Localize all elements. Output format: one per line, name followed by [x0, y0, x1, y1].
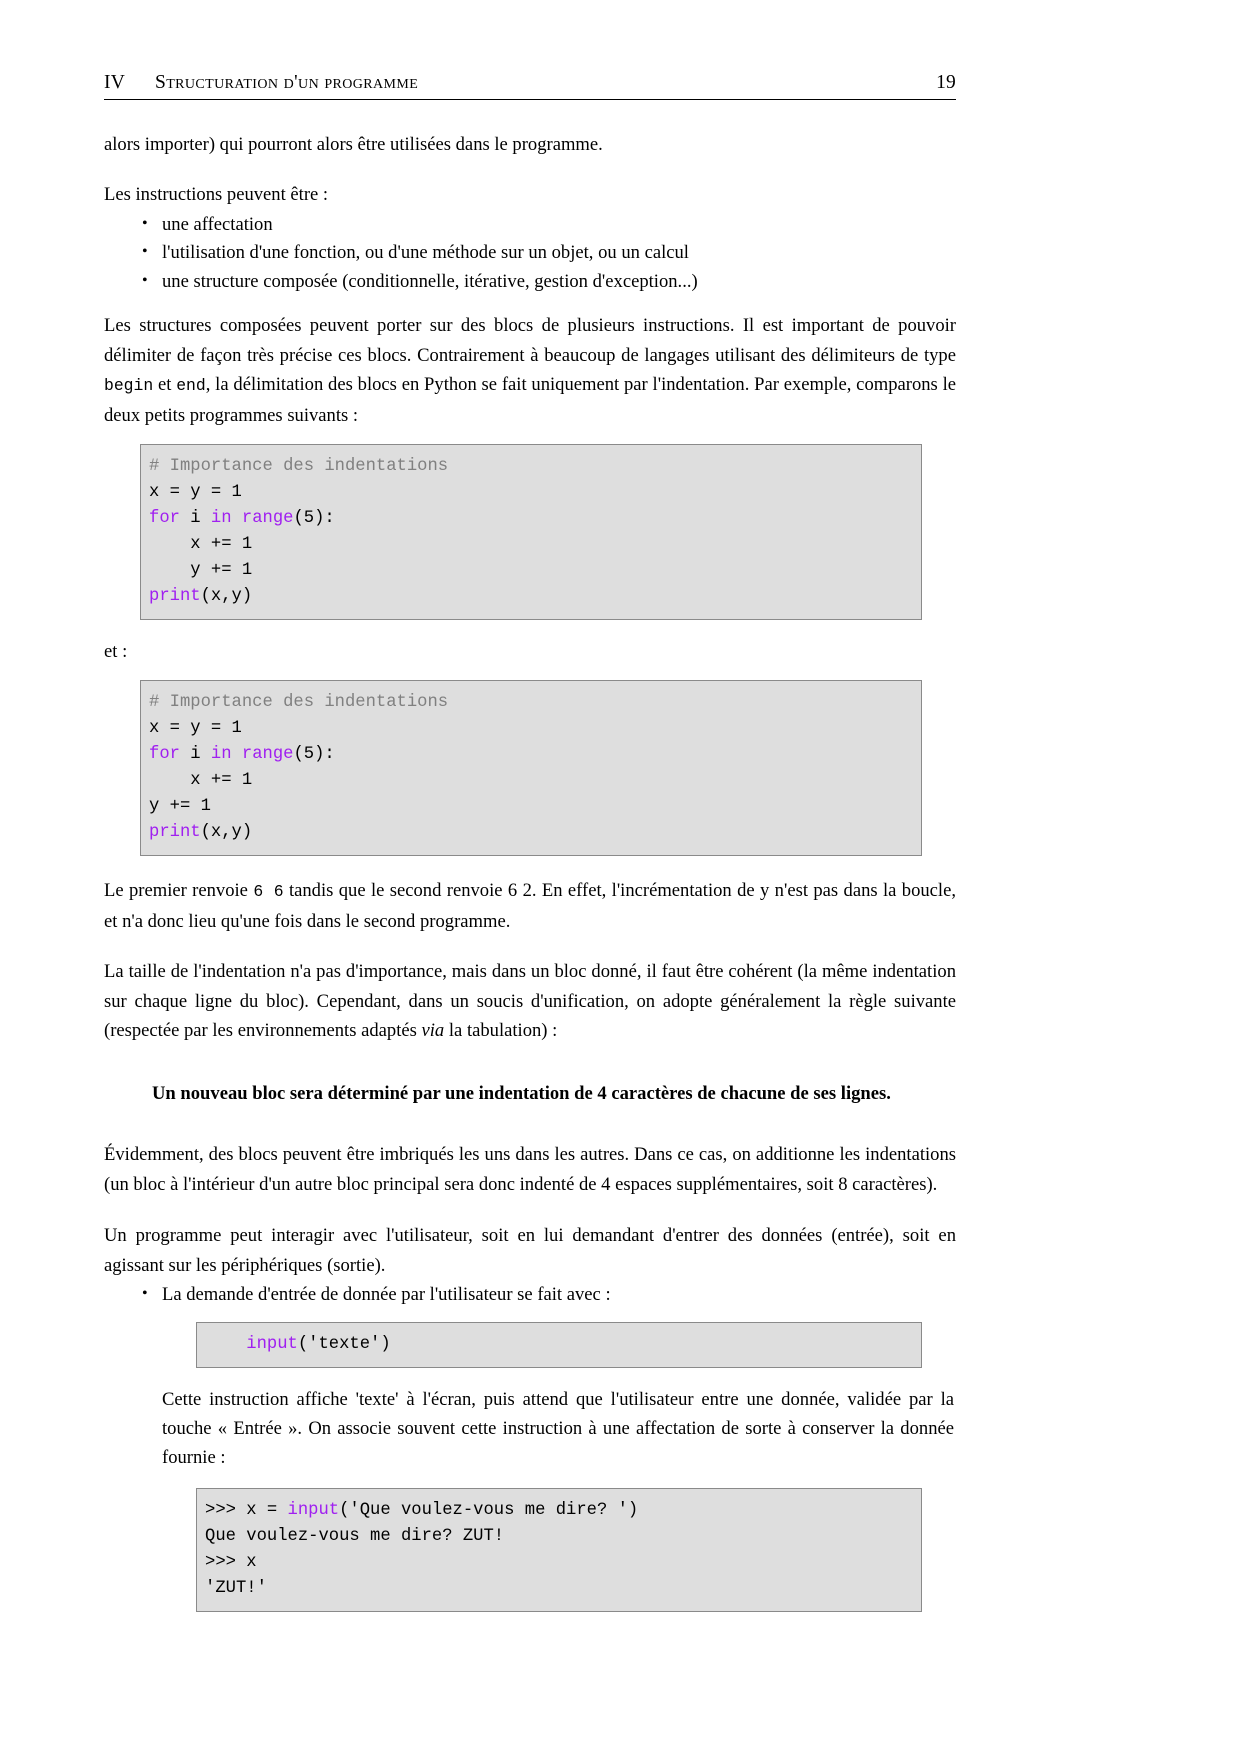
code-text: 'ZUT!' — [205, 1578, 267, 1598]
code-line — [149, 584, 921, 610]
header-section-title: Structuration d'un programme — [154, 72, 419, 93]
para-taille-part2: la tabulation) : — [444, 1019, 558, 1041]
list-item: • une affectation — [142, 212, 956, 239]
code-line — [205, 1332, 921, 1358]
code-line — [205, 1524, 921, 1550]
code-line — [149, 794, 921, 820]
code-text: >>> x — [205, 1552, 257, 1572]
code-line — [149, 690, 921, 716]
code-text: y += 1 — [149, 797, 211, 817]
para-renvoie-part1: Le premier renvoie — [104, 880, 254, 902]
code-text: ('texte') — [297, 1334, 391, 1354]
code-keyword: input — [287, 1500, 340, 1520]
para-text-part3: , la délimitation des blocs en Python se fait uniquement par l'indentation. Par exemple, comparons le deux petits programmes suivants : — [104, 374, 956, 426]
paragraph-et-label: et : — [104, 640, 128, 662]
code-keyword: input — [246, 1334, 298, 1354]
code-block-input-session — [196, 1488, 922, 1612]
code-text — [232, 509, 242, 528]
code-text: x += 1 — [149, 771, 253, 791]
code-line — [149, 768, 921, 794]
para-taille-part1: La taille de l'indentation n'a pas d'importance, mais dans un bloc donné, il faut être cohérent (la même indentation sur chaque ligne du bloc). Cependant, dans un soucis d'unification, on adopte généralement la règle suivante (respectée par les environnements adaptés — [104, 961, 956, 1041]
code-keyword: for — [149, 745, 180, 765]
paragraph-instructions-lead: Les instructions peuvent être : — [104, 184, 329, 206]
para-text-part1: Les structures composées peuvent porter sur des blocs de plusieurs instructions. Il est important de pouvoir délimiter de façon très précise ces blocs. Contrairement à beaucoup de langages utilisant des délimiteurs de type — [104, 315, 956, 366]
code-comment: # Importance des indentations — [149, 456, 449, 476]
code-begin: begin — [104, 376, 154, 396]
code-line — [149, 716, 921, 742]
page-number: 19 — [936, 72, 956, 93]
code-text: i — [179, 745, 211, 765]
code-line — [149, 820, 921, 846]
paragraph-intro: alors importer) qui pourront alors être utilisées dans le programme. — [104, 134, 603, 155]
paragraph-evidemment: Évidemment, des blocs peuvent être imbriqués les uns dans les autres. Dans ce cas, on additionne les indentations (un bloc à l'intérieur d'un autre bloc principal sera donc indenté de 4 espaces supplémentaires, soit 8 caractères). — [104, 1144, 956, 1195]
code-block-indentation-example-2 — [140, 680, 922, 856]
code-line — [149, 558, 921, 584]
code-text: x = y = 1 — [149, 719, 242, 739]
code-text: x += 1 — [149, 534, 253, 554]
code-keyword: in — [210, 745, 232, 765]
code-block-indentation-example-1 — [140, 444, 922, 620]
list-item: • une structure composée (conditionnelle, itérative, gestion d'exception...) — [142, 269, 956, 296]
code-inline-6-6: 6 6 — [253, 882, 284, 902]
list-item: • l'utilisation d'une fonction, ou d'une méthode sur un objet, ou un calcul — [142, 240, 956, 267]
code-text: (x,y) — [200, 586, 253, 606]
code-line — [205, 1576, 921, 1602]
code-text: (5): — [293, 508, 335, 528]
code-text: (x,y) — [200, 823, 253, 843]
code-line — [149, 454, 921, 480]
code-keyword: print — [149, 823, 201, 843]
paragraph-renvoie — [104, 876, 956, 936]
code-text: y += 1 — [149, 560, 253, 580]
code-text: Que voulez-vous me dire? ZUT! — [205, 1526, 505, 1546]
running-header — [104, 0, 956, 94]
code-end: end — [176, 376, 206, 396]
code-line — [149, 506, 921, 532]
code-comment: # Importance des indentations — [149, 693, 449, 713]
paragraph-cette-instruction: Cette instruction affiche 'texte' à l'écran, puis attend que l'utilisateur entre une donnée, validée par la touche « Entrée ». On associe souvent cette instruction à une affectation de sorte à conserver la donnée fournie : — [162, 1388, 954, 1469]
code-line — [149, 532, 921, 558]
code-keyword: in — [210, 508, 232, 528]
code-keyword: for — [149, 508, 180, 528]
paragraph-structures-composees — [104, 311, 956, 430]
code-line — [205, 1550, 921, 1576]
code-text — [232, 745, 242, 764]
paragraph-taille-indentation — [104, 957, 956, 1045]
rule-statement-block: Un nouveau bloc sera déterminé par une indentation de 4 caractères de chacune de ses lignes. — [152, 1083, 891, 1105]
code-line — [149, 742, 921, 768]
code-text: ('Que voulez-vous me dire? ') — [339, 1500, 639, 1520]
code-line — [205, 1498, 921, 1524]
code-line — [149, 480, 921, 506]
code-text — [205, 1335, 246, 1354]
list-item: • La demande d'entrée de donnée par l'utilisateur se fait avec : — [142, 1282, 956, 1309]
para-renvoie-part2: tandis que le second renvoie 6 2. En effet, l'incrémentation de y n'est pas dans la boucle, et n'a donc lieu qu'une fois dans le second programme. — [104, 880, 956, 932]
code-keyword: print — [149, 586, 201, 606]
paragraph-programme-interagir: Un programme peut interagir avec l'utilisateur, soit en lui demandant d'entrer des données (entrée), soit en agissant sur les périphériques (sortie). — [104, 1225, 956, 1276]
header-section-number: IV — [104, 72, 125, 93]
code-keyword: range — [241, 745, 294, 765]
code-block-input-texte — [196, 1322, 922, 1368]
code-text: >>> x = — [205, 1500, 288, 1520]
para-text-part2: et — [153, 374, 177, 396]
bullet-list-entree — [104, 1282, 956, 1309]
bullet-list-instructions — [104, 212, 956, 296]
code-text: x = y = 1 — [149, 482, 242, 502]
code-keyword: range — [241, 508, 294, 528]
code-text: (5): — [293, 745, 335, 765]
document-page — [104, 0, 956, 1754]
code-text: i — [179, 508, 211, 528]
emphasis-via: via — [421, 1019, 445, 1041]
